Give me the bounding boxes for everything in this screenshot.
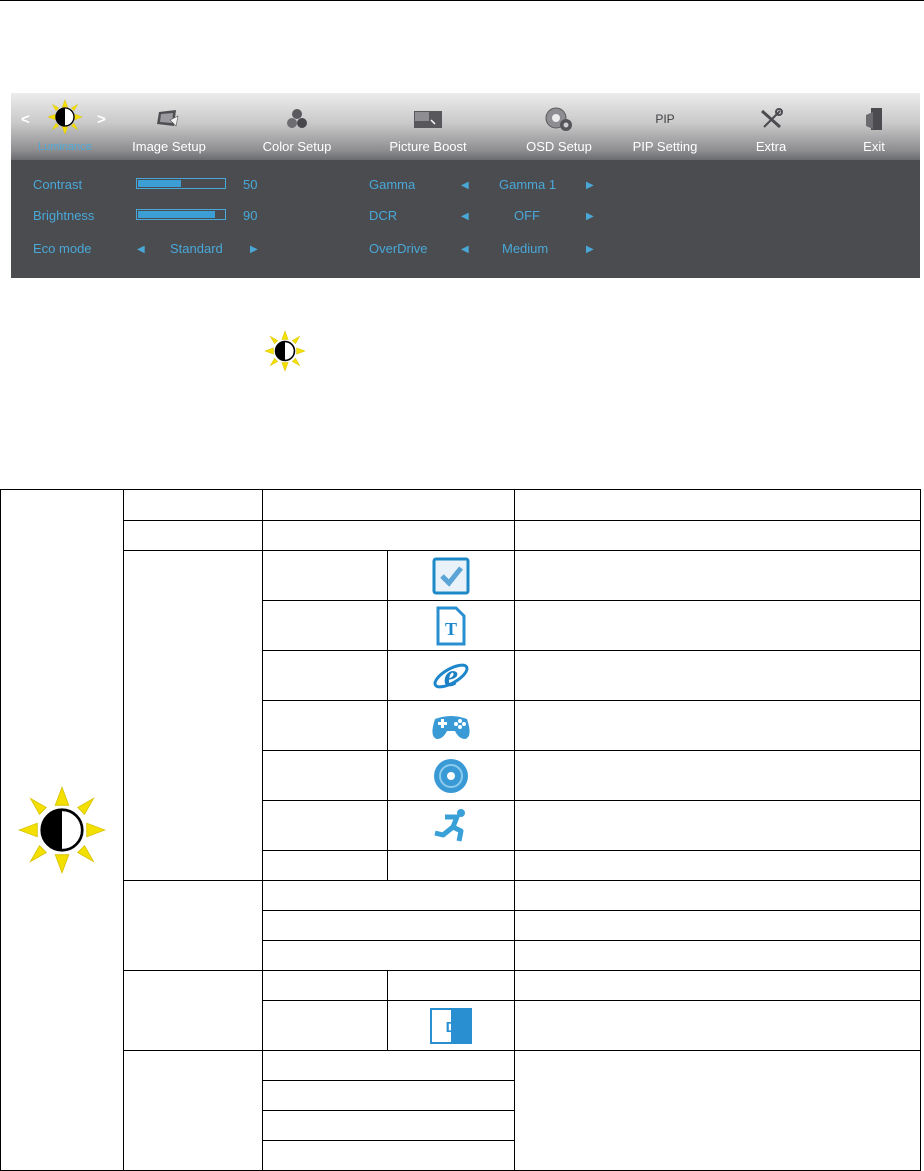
- tab-osd-setup[interactable]: [504, 93, 614, 160]
- table-row: [1, 521, 921, 551]
- table-row: [1, 1051, 921, 1081]
- tab-exit[interactable]: [819, 93, 920, 160]
- sun-icon: [17, 785, 107, 875]
- dcr-icon: [430, 1008, 472, 1044]
- brightness-label: Brightness: [33, 208, 95, 223]
- game-controller-icon: [429, 709, 473, 743]
- contrast-label: Contrast: [33, 177, 83, 192]
- exit-icon: [864, 107, 884, 131]
- triangle-left-icon[interactable]: ◀: [461, 244, 469, 255]
- contrast-value: 50: [243, 177, 258, 192]
- overdrive-value: Medium: [502, 241, 549, 256]
- tools-icon: [759, 108, 783, 130]
- tab-extra[interactable]: [716, 93, 826, 160]
- contrast-slider[interactable]: [136, 178, 226, 189]
- eco-mode-label: Eco mode: [33, 241, 92, 256]
- luminance-spec-table: [0, 489, 921, 1171]
- tab-luminance[interactable]: [15, 93, 115, 160]
- triangle-right-icon[interactable]: ▶: [586, 244, 594, 255]
- tab-label: OSD Setup: [526, 139, 592, 154]
- brightness-slider[interactable]: [136, 209, 226, 220]
- luminance-icon-cell: [1, 490, 124, 1171]
- gamma-label: Gamma: [369, 177, 416, 192]
- text-icon: [434, 606, 468, 646]
- gamma-value: Gamma 1: [499, 177, 557, 192]
- tab-label: PIP Setting: [632, 139, 698, 154]
- pip-icon: PIP: [655, 112, 675, 126]
- tab-label: Picture Boost: [389, 139, 467, 154]
- color-setup-icon: [285, 108, 309, 130]
- chevron-right-icon[interactable]: >: [97, 111, 106, 128]
- triangle-right-icon[interactable]: ▶: [250, 244, 258, 255]
- sports-runner-icon: [431, 807, 471, 845]
- dcr-value: OFF: [514, 208, 540, 223]
- brightness-value: 90: [243, 208, 258, 223]
- tab-label: Luminance: [38, 141, 92, 153]
- chevron-left-icon[interactable]: <: [21, 111, 30, 128]
- table-row: [1, 551, 921, 601]
- tab-pip-setting[interactable]: [610, 93, 720, 160]
- triangle-right-icon[interactable]: ▶: [586, 211, 594, 222]
- checkbox-icon: [431, 556, 471, 596]
- triangle-right-icon[interactable]: ▶: [586, 180, 594, 191]
- picture-boost-icon: [413, 108, 443, 130]
- tab-color-setup[interactable]: [242, 93, 352, 160]
- tab-label: Extra: [755, 139, 787, 154]
- internet-icon: [431, 655, 471, 697]
- sun-icon: [47, 99, 83, 135]
- svg-text:D: D: [445, 1018, 457, 1036]
- table-row: [1, 490, 921, 521]
- image-setup-icon: [156, 108, 182, 130]
- triangle-left-icon[interactable]: ◀: [461, 211, 469, 222]
- overdrive-label: OverDrive: [369, 241, 428, 256]
- movie-disc-icon: [432, 757, 470, 795]
- tab-picture-boost[interactable]: [373, 93, 483, 160]
- triangle-left-icon[interactable]: ◀: [137, 244, 145, 255]
- triangle-left-icon[interactable]: ◀: [461, 180, 469, 191]
- osd-menu: [11, 93, 920, 278]
- svg-text:e: e: [443, 656, 459, 693]
- page-top-rule: [0, 0, 924, 1]
- svg-text:T: T: [444, 618, 458, 639]
- sun-icon: [262, 330, 308, 372]
- table-row: [1, 881, 921, 911]
- tab-label: Image Setup: [132, 139, 206, 154]
- brightness-slider-fill: [138, 211, 215, 218]
- eco-mode-value: Standard: [170, 241, 223, 256]
- osd-setup-icon: [544, 106, 574, 132]
- dcr-label: DCR: [369, 208, 398, 223]
- osd-tab-bar: [11, 93, 920, 160]
- contrast-slider-fill: [138, 180, 181, 187]
- tab-label: Exit: [863, 139, 885, 154]
- table-row: [1, 971, 921, 1001]
- tab-label: Color Setup: [262, 139, 332, 154]
- tab-image-setup[interactable]: [114, 93, 224, 160]
